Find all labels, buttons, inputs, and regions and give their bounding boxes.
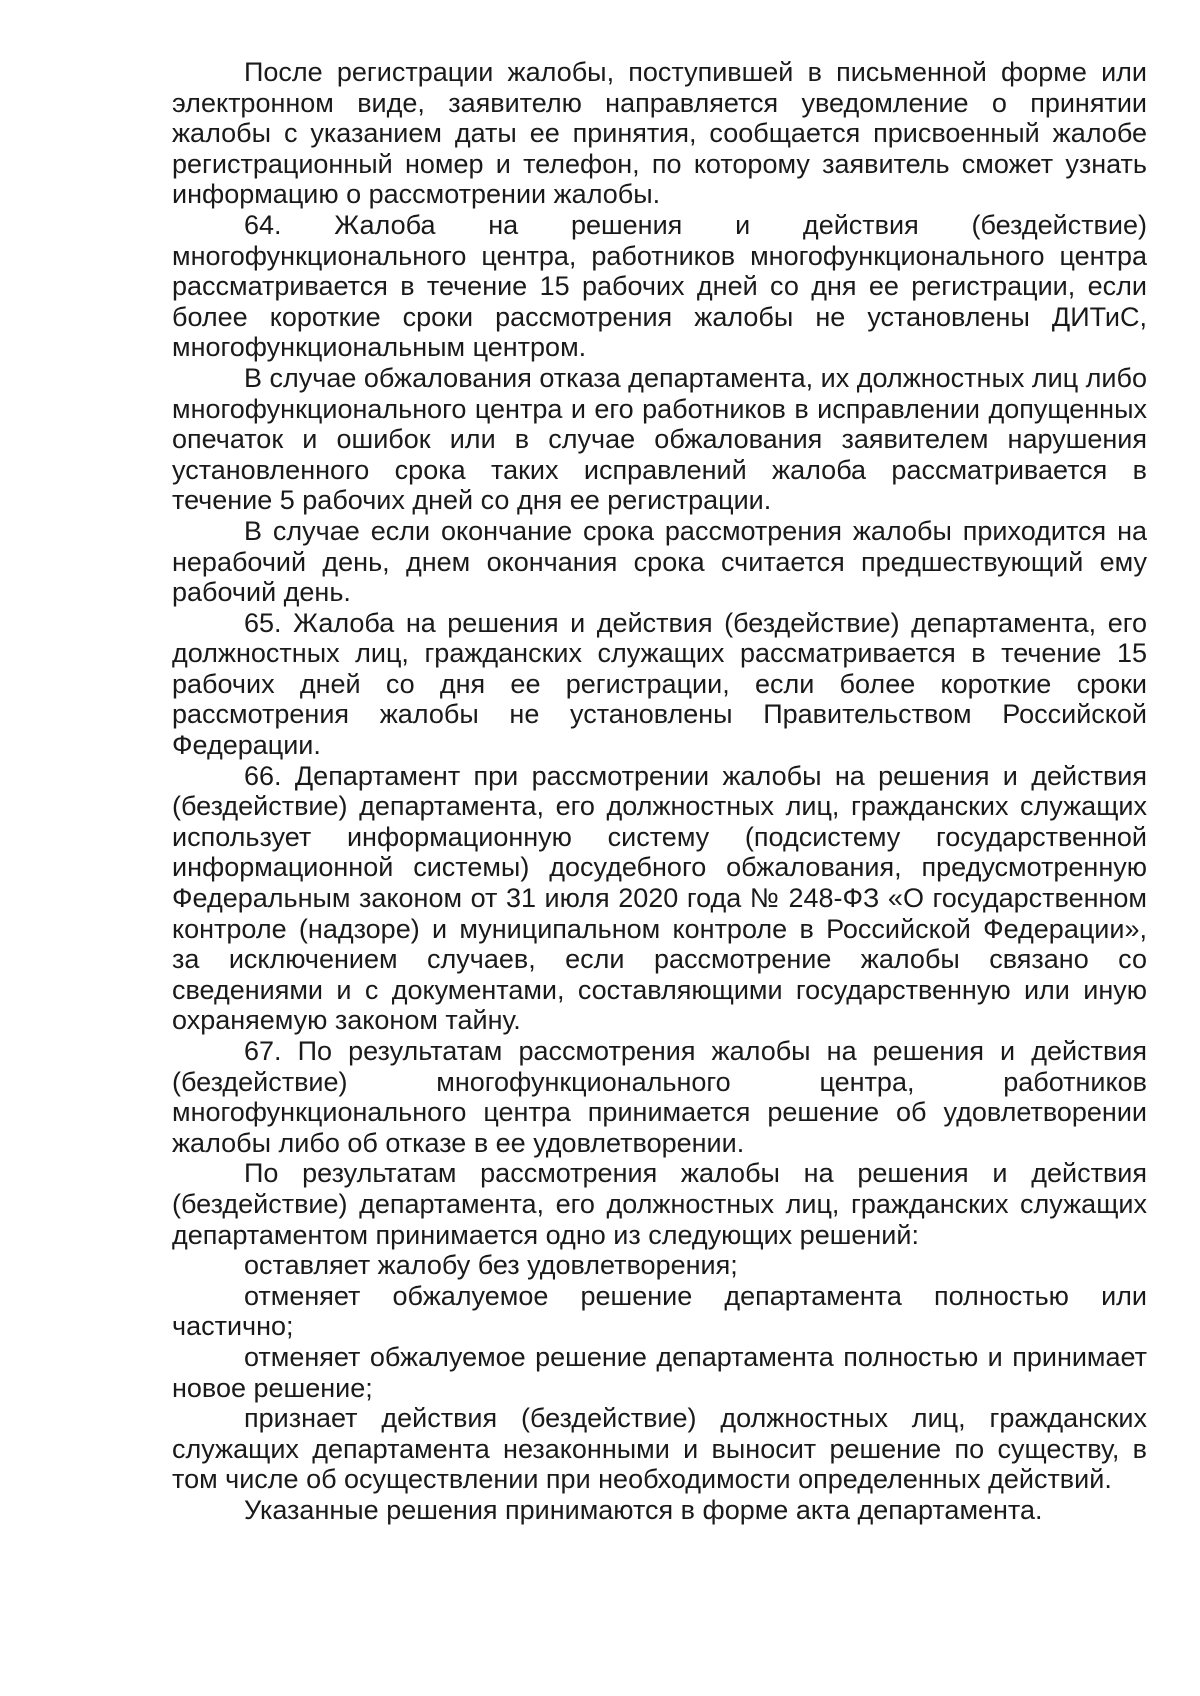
paragraph-decision-1: оставляет жалобу без удовлетворения;: [244, 1250, 738, 1281]
paragraph-item-65: 65. Жалоба на решения и действия (бездействие) департамента, его должностных лиц, гражданских служащих рассматривается в течение 15 рабочих дней со дня ее регистрации, если более короткие сроки рассмотрения жалобы не установлены Правительством Российской Федерации.: [172, 607, 1147, 761]
paragraph-non-working-day: В случае если окончание срока рассмотрения жалобы приходится на нерабочий день, днем окончания срока считается предшествующий ему рабочий день.: [172, 515, 1147, 608]
paragraph-item-67: 67. По результатам рассмотрения жалобы на решения и действия (бездействие) многофункционального центра, работников многофункционального центра принимается решение об удовлетворении жалобы либо об отказе в ее удовлетворении.: [172, 1036, 1147, 1158]
paragraph-decisions-intro: По результатам рассмотрения жалобы на решения и действия (бездействие) департамента, его должностных лиц, гражданских служащих департаментом принимается одно из следующих решений:: [172, 1158, 1147, 1250]
paragraph-item-66: 66. Департамент при рассмотрении жалобы на решения и действия (бездействие) департамента, его должностных лиц, гражданских служащих использует информационную систему (подсистему государственной информационной системы) досудебного обжалования, предусмотренную Федеральным законом от 31 июля 2020 года № 248-ФЗ «О государственном контроле (надзоре) и муниципальном контроле в Российской Федерации», за исключением случаев, если рассмотрение жалобы связано со сведениями и с документами, составляющими государственную или иную охраняемую законом тайну.: [172, 760, 1147, 1036]
paragraph-registration-notice: После регистрации жалобы, поступившей в письменной форме или электронном виде, заявителю направляется уведомление о принятии жалобы с указанием даты ее принятия, сообщается присвоенный жалобе регистрационный номер и телефон, по которому заявитель сможет узнать информацию о рассмотрении жалобы.: [172, 57, 1147, 210]
paragraph-decision-3: отменяет обжалуемое решение департамента полностью и принимает новое решение;: [172, 1341, 1147, 1403]
paragraph-act-form: Указанные решения принимаются в форме акта департамента.: [244, 1494, 1043, 1525]
paragraph-decision-2: отменяет обжалуемое решение департамента полностью или частично;: [172, 1280, 1147, 1342]
paragraph-correction-appeal: В случае обжалования отказа департамента, их должностных лиц либо многофункционального центра и его работников в исправлении допущенных опечаток и ошибок или в случае обжалования заявителем нарушения установленного срока таких исправлений жалоба рассматривается в течение 5 рабочих дней со дня ее регистрации.: [172, 362, 1147, 516]
paragraph-decision-4: признает действия (бездействие) должностных лиц, гражданских служащих департамента незаконными и выносит решение по существу, в том числе об осуществлении при необходимости определенных действий.: [172, 1403, 1147, 1495]
paragraph-item-64: 64. Жалоба на решения и действия (бездействие) многофункционального центра, работников многофункционального центра рассматривается в течение 15 рабочих дней со дня ее регистрации, если более короткие сроки рассмотрения жалобы не установлены ДИТиС, многофункциональным центром.: [172, 209, 1147, 363]
document-page: [172, 57, 1147, 1526]
